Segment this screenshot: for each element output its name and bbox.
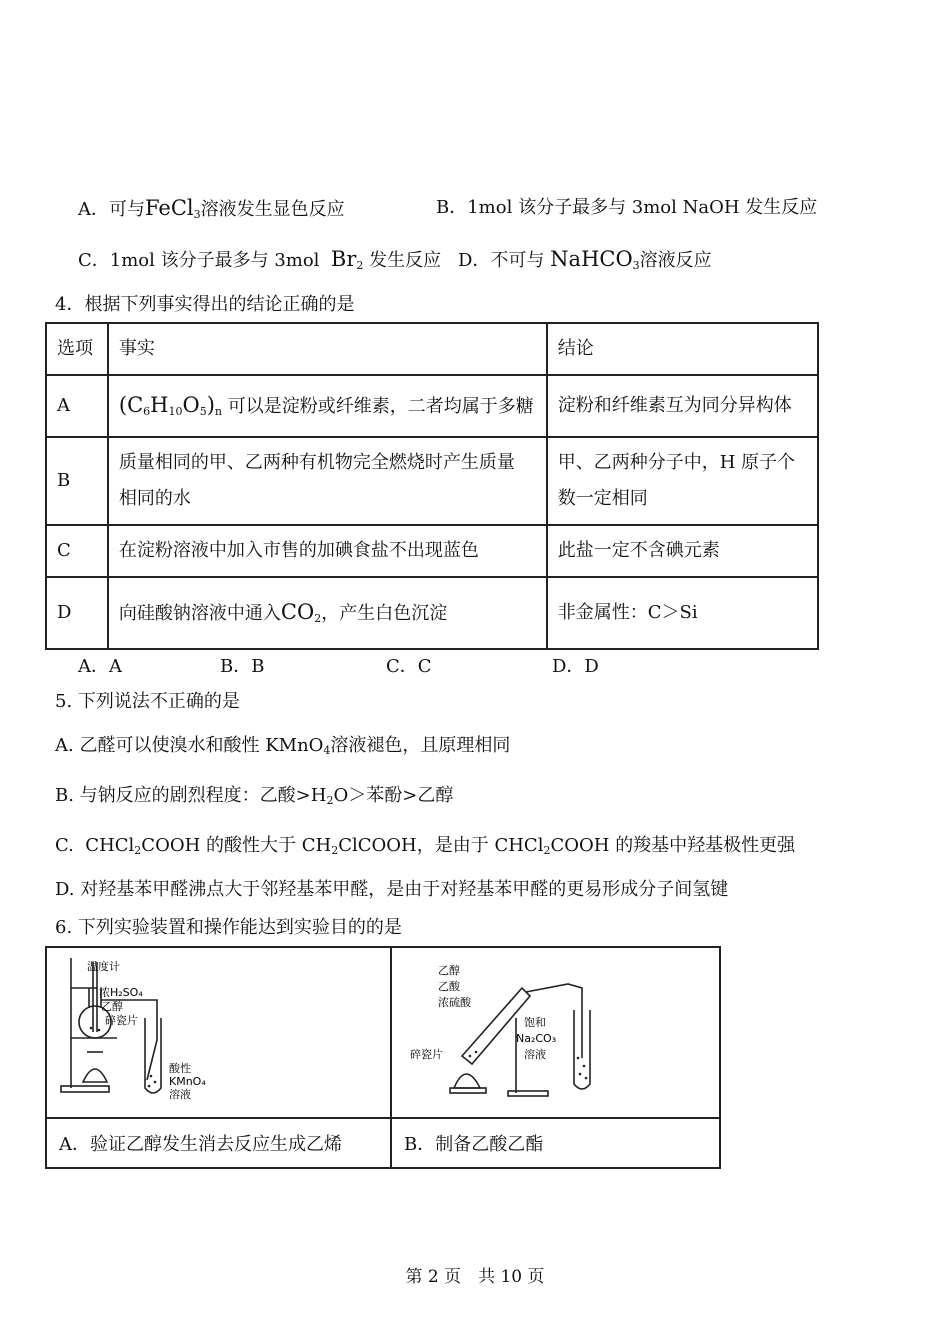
co2-formula: $CO_2$ [280,600,322,625]
q3-option-d: D．不可与 NaHCO$_3$溶液反应 [458,247,712,272]
svg-text:乙酸: 乙酸 [438,980,460,993]
q6-stem: 6. 下列实验装置和操作能达到实验目的的是 [55,917,402,938]
svg-text:溶液: 溶液 [169,1088,191,1101]
elimination-apparatus [47,948,390,1112]
svg-text:温度计: 温度计 [87,960,120,973]
q5-option-a: A. 乙醛可以使溴水和酸性 KMnO$_4$溶液褪色，且原理相同 [55,735,511,757]
q5-stem: 5. 下列说法不正确的是 [55,691,240,712]
svg-text:乙醇: 乙醇 [101,1000,123,1013]
q6-table [45,946,721,1169]
svg-text:浓H₂SO₄: 浓H₂SO₄ [99,986,143,999]
svg-text:浓硫酸: 浓硫酸 [438,996,471,1009]
svg-text:饱和: 饱和 [524,1016,546,1029]
q4-table [45,322,819,650]
water-formula: $H_2O$ [310,785,349,807]
q3-option-b: B．1mol 该分子最多与 3mol NaOH 发生反应 [436,197,818,218]
apparatus-a-cell [46,947,391,1118]
table-row: D 向硅酸钠溶液中通入$CO_2$，产生白色沉淀 非金属性：C＞Si [46,577,818,649]
q3-option-c: C．1mol 该分子最多与 3mol $Br_2$ 发生反应 [78,247,442,272]
header-conclusion: 结论 [547,323,818,375]
svg-text:KMnO₄: KMnO₄ [169,1075,206,1088]
choice-c: C．C [386,656,432,677]
br2-formula: $Br_2$ [330,247,364,272]
svg-text:溶液: 溶液 [524,1048,546,1061]
choice-b: B．B [220,656,265,677]
q5-option-b: B. 与钠反应的剧烈程度：乙酸$>H_2O>$苯酚>乙醇 [55,785,454,807]
svg-text:碎瓷片: 碎瓷片 [105,1014,138,1027]
svg-text:Na₂CO₃: Na₂CO₃ [516,1032,557,1045]
table-header [46,323,818,375]
svg-text:酸性: 酸性 [169,1062,191,1075]
ester-apparatus [392,948,719,1112]
header-option: 选项 [46,323,108,375]
svg-text:碎瓷片: 碎瓷片 [410,1048,443,1061]
caption-b: B．制备乙酸乙酯 [391,1118,720,1168]
choice-d: D．D [552,656,599,677]
caption-a: A．验证乙醇发生消去反应生成乙烯 [46,1118,391,1168]
table-row: C 在淀粉溶液中加入市售的加碘食盐不出现蓝色 此盐一定不含碘元素 [46,525,818,577]
q3-option-a: A．可与FeCl$_3$溶液发生显色反应 [78,196,345,221]
q4-stem: 4．根据下列事实得出的结论正确的是 [55,294,355,315]
svg-text:乙醇: 乙醇 [438,964,460,977]
apparatus-b-cell [391,947,720,1118]
header-fact: 事实 [108,323,547,375]
choice-a: A．A [78,656,122,677]
page-footer: 第 2 页 共 10 页 [405,1267,545,1287]
q5-option-d: D. 对羟基苯甲醛沸点大于邻羟基苯甲醛，是由于对羟基苯甲醛的更易形成分子间氢键 [55,879,729,900]
nahco3-formula: NaHCO$_3$ [550,247,640,272]
starch-formula: $(C_6H_{10}O_5)_n$ [118,393,223,418]
fecl3-formula: FeCl$_3$ [145,196,201,221]
table-row: B 质量相同的甲、乙两种有机物完全燃烧时产生质量 相同的水 甲、乙两种分子中，H 原子个 数一定相同 [46,437,818,525]
kmno4-formula: KMnO$_4$ [265,735,331,757]
table-row: A $(C_6H_{10}O_5)_n$ 可以是淀粉或纤维素，二者均属于多糖 淀粉和纤维素互为同分异构体 [46,375,818,437]
q5-option-c: C. CHCl$_2$COOH 的酸性大于 $CH_2ClCOOH$，是由于 CHCl$_2$COOH 的羧基中羟基极性更强 [55,835,796,857]
